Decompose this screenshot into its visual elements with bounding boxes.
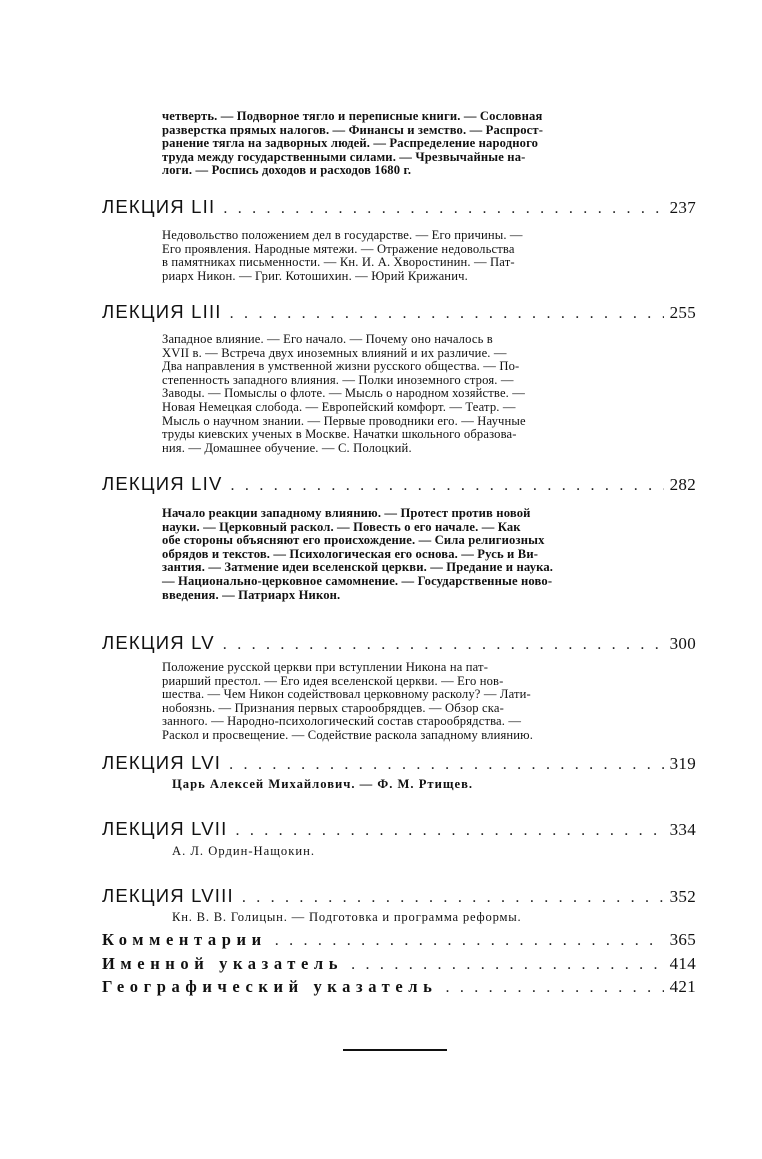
desc-line: логи. — Роспись доходов и расходов 1680 г. [162, 163, 412, 178]
entry-title: ЛЕКЦИЯ LVI [102, 752, 222, 773]
entry-title: ЛЕКЦИЯ LIV [102, 473, 223, 494]
desc-line: зантия. — Затмение идеи вселенской церкви. — Предание и наука. [162, 560, 554, 575]
toc-entry-lecture-52[interactable] [102, 196, 696, 220]
entry-page-number: 255 [669, 303, 696, 322]
desc-line: в памятниках письменности. — Кн. И. А. Хворостинин. — Пат- [162, 255, 515, 270]
desc-line: XVII в. — Встреча двух иноземных влияний и их различие. — [162, 345, 507, 360]
entry-description-lecture-53 [162, 333, 656, 455]
desc-line: разверстка прямых налогов. — Финансы и земство. — Распрост- [162, 122, 544, 137]
desc-line: введения. — Патриарх Никон. [162, 587, 341, 602]
desc-line: науки. — Церковный раскол. — Повесть о его начале. — Как [162, 519, 521, 534]
entry-description-lecture-54 [162, 507, 656, 602]
toc-entry-lecture-57[interactable] [102, 818, 696, 842]
desc-line: Царь Алексей Михайлович. — Ф. М. Ртищев. [172, 777, 474, 791]
desc-line: Мысль о научном знании. — Первые проводники его. — Научные [162, 413, 526, 428]
desc-line: риарх Никон. — Григ. Котошихин. — Юрий Крижанич. [162, 268, 468, 283]
dot-leader [275, 932, 664, 950]
desc-line: риарший престол. — Его идея вселенской церкви. — Его нов- [162, 673, 504, 688]
desc-line: Начало реакции западному влиянию. — Протест против новой [162, 506, 531, 520]
dot-leader [230, 305, 664, 323]
desc-line: нобоязнь. — Признания первых старообрядцев. — Обзор ска- [162, 700, 504, 715]
desc-line: Положение русской церкви при вступлении Никона на пат- [162, 660, 489, 674]
dot-leader [223, 200, 663, 218]
dot-leader [231, 477, 664, 495]
desc-line: четверть. — Подворное тягло и переписные книги. — Сословная [162, 109, 543, 123]
entry-title: ЛЕКЦИЯ LII [102, 196, 216, 217]
entry-page-number: 352 [669, 887, 696, 906]
desc-line: труда между государственными силами. — Чрезвычайные на- [162, 149, 526, 164]
entry-description-lecture-57 [172, 845, 666, 859]
entry-title: Комментарии [102, 930, 267, 949]
entry-description-lecture-55 [162, 661, 656, 743]
entry-page-number: 300 [669, 634, 696, 653]
entry-title: Именной указатель [102, 954, 344, 973]
toc-entry-comments[interactable] [102, 930, 696, 954]
desc-line: А. Л. Ордин-Нащокин. [172, 844, 315, 858]
toc-entry-lecture-58[interactable] [102, 885, 696, 909]
dot-leader [229, 756, 663, 774]
dot-leader [223, 636, 664, 654]
desc-line: степенность западного влияния. — Полки иноземного строя. — [162, 372, 514, 387]
desc-line: шества. — Чем Никон содействовал церковному расколу? — Лати- [162, 687, 531, 702]
entry-description-lecture-56 [172, 778, 666, 792]
desc-line: Западное влияние. — Его начало. — Почему оно началось в [162, 332, 493, 346]
entry-title: ЛЕКЦИЯ LV [102, 632, 215, 653]
entry-page-number: 365 [669, 930, 696, 949]
desc-line: Его проявления. Народные мятежи. — Отражение недовольства [162, 241, 515, 256]
desc-line: Новая Немецкая слобода. — Европейский комфорт. — Театр. — [162, 399, 516, 414]
desc-line: ранение тягла на задворных людей. — Распределение народного [162, 136, 539, 151]
entry-description-lecture-52 [162, 229, 656, 283]
entry-page-number: 414 [669, 954, 696, 973]
desc-line: Заводы. — Помыслы о флоте. — Мысль о народном хозяйстве. — [162, 386, 526, 401]
end-rule [343, 1049, 447, 1051]
desc-line: Раскол и просвещение. — Содействие раскола западному влиянию. [162, 727, 534, 742]
desc-line: занного. — Народно-психологический состав старообрядства. — [162, 714, 522, 729]
entry-page-number: 282 [669, 475, 696, 494]
dot-leader [242, 889, 664, 907]
desc-line: Кн. В. В. Голицын. — Подготовка и программа реформы. [172, 910, 522, 924]
entry-title: ЛЕКЦИЯ LIII [102, 301, 222, 322]
entry-title: Географический указатель [102, 977, 438, 996]
toc-entry-lecture-53[interactable] [102, 301, 696, 325]
desc-line: обрядов и текстов. — Психологическая его основа. — Русь и Ви- [162, 546, 539, 561]
dot-leader [445, 979, 663, 997]
desc-line: обе стороны объясняют его происхождение. — Сила религиозных [162, 533, 545, 548]
entry-title: ЛЕКЦИЯ LVII [102, 818, 228, 839]
desc-line: труды киевских ученых в Москве. Начатки школьного образова- [162, 427, 517, 442]
toc-entry-lecture-55[interactable] [102, 632, 696, 656]
entry-title: ЛЕКЦИЯ LVIII [102, 885, 234, 906]
dot-leader [235, 822, 663, 840]
intro-description [162, 110, 656, 178]
entry-page-number: 319 [669, 754, 696, 773]
desc-line: ния. — Домашнее обучение. — С. Полоцкий. [162, 440, 412, 455]
toc-entry-lecture-54[interactable] [102, 473, 696, 497]
toc-entry-name-index[interactable] [102, 954, 696, 978]
toc-entry-lecture-56[interactable] [102, 752, 696, 776]
desc-line: Два направления в умственной жизни русского общества. — По- [162, 359, 520, 374]
entry-page-number: 237 [669, 198, 696, 217]
desc-line: — Национально-церковное самомнение. — Государственные ново- [162, 573, 553, 588]
entry-page-number: 421 [669, 977, 696, 996]
toc-entry-geographic-index[interactable] [102, 977, 696, 1001]
desc-line: Недовольство положением дел в государстве. — Его причины. — [162, 228, 523, 242]
entry-description-lecture-58 [172, 911, 666, 925]
entry-page-number: 334 [669, 820, 696, 839]
dot-leader [351, 956, 663, 974]
